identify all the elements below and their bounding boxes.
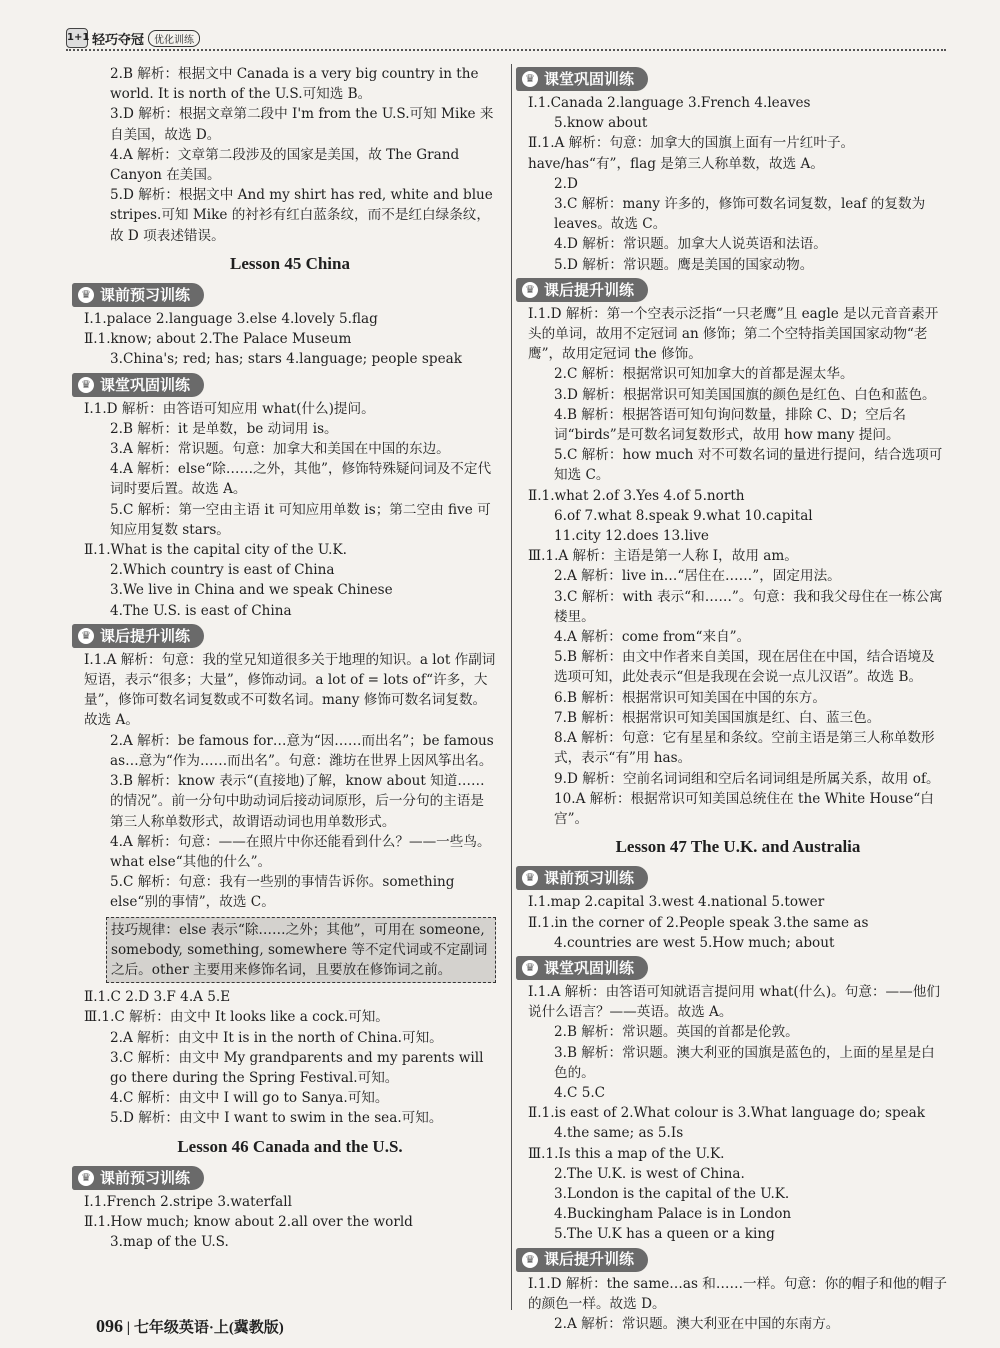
answer-line: Ⅲ.1.A 解析：主语是第一人称 I，故用 am。 xyxy=(528,548,798,565)
section-pre-study: ♛ 课前预习训练 xyxy=(72,283,204,307)
answer-line: 4.Buckingham Palace is in London xyxy=(554,1206,792,1223)
crown-icon: ♛ xyxy=(522,870,538,886)
section-pre-study: ♛ 课前预习训练 xyxy=(72,1166,204,1190)
answer-line: 4.B 解析：根据答语可知句询问数量，排除 C、D；空后名词“birds”是可数名词复数形式，故用 how many 提问。 xyxy=(554,406,906,444)
crown-icon: ♛ xyxy=(522,960,538,976)
answer-line: Ⅰ.1.map 2.capital 3.west 4.national 5.tower xyxy=(528,894,825,911)
crown-icon: ♛ xyxy=(78,628,94,644)
answer-line: Ⅰ.1.A 解析：由答语可知就语言提问用 what(什么)。句意：——他们说什么语言？——英语。故选 A。 xyxy=(528,983,940,1021)
answer-line: 4.D 解析：常识题。加拿大人说英语和法语。 xyxy=(554,236,827,253)
answer-line: Ⅰ.1.D 解析：由答语可知应用 what(什么)提问。 xyxy=(84,400,375,417)
brand-logo xyxy=(66,28,200,48)
answer-line: 3.We live in China and we speak Chinese xyxy=(110,582,393,599)
answer-line: 8.A 解析：句意：它有星星和条纹。空前主语是第三人称单数形式，表示“有”用 has。 xyxy=(554,730,935,767)
answer-line: 5.know about xyxy=(554,115,648,132)
answer-line: Ⅰ.1.D 解析：the same…as 和……一样。句意：你的帽子和他的帽子的颜色一样。故选 D。 xyxy=(528,1275,947,1312)
page-header xyxy=(66,28,946,50)
answer-line: 7.B 解析：根据常识可知美国国旗是红、白、蓝三色。 xyxy=(554,709,881,726)
answer-line: 3.C 解析：with 表示“和……”。句意：我和我父母住在一栋公寓楼里。 xyxy=(554,588,943,625)
answer-line: Ⅱ.1.is east of 2.What colour is 3.What language do; speak xyxy=(528,1105,926,1122)
answer-line: 2.A 解析：由文中 It is in the north of China.可知。 xyxy=(110,1029,443,1046)
answer-line: 3.D 解析：根据文章第二段中 I'm from the U.S.可知 Mike 来自美国，故选 D。 xyxy=(110,106,494,143)
footer-divider: | xyxy=(126,1320,131,1336)
answer-line: Ⅰ.1.palace 2.language 3.else 4.lovely 5.flag xyxy=(84,311,378,328)
logo-text: 轻巧夺冠 xyxy=(92,32,145,48)
crown-icon: ♛ xyxy=(78,287,94,303)
logo-badge: 优化训练 xyxy=(148,30,200,47)
answer-line: 2.A 解析：常识题。澳大利亚在中国的东南方。 xyxy=(554,1315,840,1332)
answer-line: 2.A 解析：live in…“居住在……”，固定用法。 xyxy=(554,568,841,585)
section-class: ♛ 课堂巩固训练 xyxy=(516,956,648,980)
answer-line: 3.C 解析：many 许多的，修饰可数名词复数，leaf 的复数为 leaves。故选 C。 xyxy=(554,196,926,233)
answer-line: 4.C 5.C xyxy=(554,1084,606,1101)
answer-block-l45-after2 xyxy=(84,987,496,1128)
answer-line: 4.The U.S. is east of China xyxy=(110,602,292,619)
right-column xyxy=(525,64,948,1334)
section-after: ♛ 课后提升训练 xyxy=(516,1248,648,1272)
section-after: ♛ 课后提升训练 xyxy=(72,624,204,648)
crown-icon: ♛ xyxy=(522,282,538,298)
answer-line: 3.C 解析：由文中 My grandparents and my parents will go there during the Spring Festival.可知。 xyxy=(110,1049,484,1086)
answer-line: 4.A 解析：文章第二段涉及的国家是美国，故 The Grand Canyon 在美国。 xyxy=(110,146,460,184)
answer-line: 2.The U.K. is west of China. xyxy=(554,1165,745,1182)
answer-line: 3.London is the capital of the U.K. xyxy=(554,1185,790,1202)
answer-line: Ⅰ.1.A 解析：句意：我的堂兄知道很多关于地理的知识。a lot 作副词短语，表示“很多；大量”，修饰动词。a lot of = lots of“许多，大量”，修饰可数名词复数或不可数名词。many 修饰可数名词复数。故选 A。 xyxy=(84,651,496,729)
answer-block-l45-pre xyxy=(84,309,496,370)
book-title: 七年级英语·上(冀教版) xyxy=(133,1320,284,1336)
answer-line: 6.B 解析：根据常识可知美国在中国的东方。 xyxy=(554,689,826,706)
tip-box: 技巧规律：else 表示“除……之外；其他”，可用在 someone, somebody, something, somewhere 等不定代词或不定副词之后。other 主要用来修饰名词，且要放在修饰词之前。 xyxy=(106,917,496,984)
crown-icon: ♛ xyxy=(522,71,538,87)
answer-block-l46-pre xyxy=(84,1192,496,1253)
answer-line: 3.map of the U.S. xyxy=(110,1234,229,1251)
answer-line: 5.D 解析：常识题。鹰是美国的国家动物。 xyxy=(554,256,814,273)
answer-line: Ⅲ.1.C 解析：由文中 It looks like a cock.可知。 xyxy=(84,1009,389,1026)
answer-line: 5.The U.K has a queen or a king xyxy=(554,1226,775,1243)
answer-line: 3.China's; red; has; stars 4.language; people speak xyxy=(110,351,462,368)
answer-line: Ⅲ.1.Is this a map of the U.K. xyxy=(528,1145,725,1162)
crown-icon: ♛ xyxy=(78,377,94,393)
answer-block-l47-class xyxy=(528,982,948,1245)
logo-mark: 1+1 xyxy=(66,28,88,48)
answer-line: 3.B 解析：常识题。澳大利亚的国旗是蓝色的，上面的星星是白色的。 xyxy=(554,1044,935,1081)
answer-block-l47-pre xyxy=(528,892,948,953)
answer-block-l45-after xyxy=(84,650,496,913)
answer-line: Ⅰ.1.Canada 2.language 3.French 4.leaves xyxy=(528,95,811,111)
answer-line: 3.A 解析：常识题。句意：加拿大和美国在中国的东边。 xyxy=(110,441,450,458)
answer-line: 5.B 解析：由文中作者来自美国，现在居住在中国，结合语境及选项可知，此处表示“但是我现在会说一点儿汉语”。故选 B。 xyxy=(554,649,935,686)
answer-line: 9.D 解析：空前名词词组和空后名词词组是所属关系，故用 of。 xyxy=(554,770,940,787)
section-after: ♛ 课后提升训练 xyxy=(516,278,648,302)
answer-line: Ⅱ.1.C 2.D 3.F 4.A 5.E xyxy=(84,989,231,1006)
answer-line: 2.A 解析：be famous for…意为“因……而出名”；be famous as…意为“作为……而出名”。句意：潍坊在世界上因风筝出名。 xyxy=(110,732,494,769)
lesson-45-title: Lesson 45 China xyxy=(230,253,350,273)
answer-line: 2.C 解析：根据常识可知加拿大的首都是渥太华。 xyxy=(554,366,854,383)
answer-block-l46-after xyxy=(528,304,948,829)
answer-line: 4.A 解析：come from“来自”。 xyxy=(554,629,751,646)
answer-line: 4.the same; as 5.Is xyxy=(554,1125,684,1142)
answer-line: 4.A 解析：else“除……之外，其他”，修饰特殊疑问词及不定代词时要后置。故选 A。 xyxy=(110,461,492,498)
section-pre-study: ♛ 课前预习训练 xyxy=(516,866,648,890)
answer-line: 10.A 解析：根据常识可知美国总统住在 the White House“白宫”。 xyxy=(554,790,934,827)
crown-icon: ♛ xyxy=(522,1252,538,1268)
answer-line: Ⅱ.1.What is the capital city of the U.K. xyxy=(84,542,347,559)
answer-line: 5.C 解析：句意：我有一些别的事情告诉你。something else“别的事情”，故选 C。 xyxy=(110,874,455,911)
answer-line: 6.of 7.what 8.speak 9.what 10.capital xyxy=(554,507,813,524)
answer-line: 2.B 解析：it 是单数，be 动词用 is。 xyxy=(110,420,338,437)
answer-block-l47-after xyxy=(528,1274,948,1335)
answer-line: 2.B 解析：常识题。英国的首都是伦敦。 xyxy=(554,1024,799,1041)
answer-line: Ⅱ.1.what 2.of 3.Yes 4.of 5.north xyxy=(528,487,745,504)
answer-line: 5.C 解析：how much 对不可数名词的量进行提问，结合选项可知选 C。 xyxy=(554,447,943,484)
crown-icon: ♛ xyxy=(78,1170,94,1186)
answer-line: Ⅱ.1.How much; know about 2.all over the world xyxy=(84,1213,413,1230)
answer-line: Ⅱ.1.know; about 2.The Palace Museum xyxy=(84,331,352,348)
answer-line: Ⅰ.1.D 解析：第一个空表示泛指“一只老鹰”且 eagle 是以元音音素开头的单词，故用不定冠词 an 修饰；第二个空特指美国国家动物“老鹰”，故用定冠词 the 修饰。 xyxy=(528,305,939,363)
answer-line: 2.Which country is east of China xyxy=(110,562,335,579)
lesson-46-title: Lesson 46 Canada and the U.S. xyxy=(177,1136,403,1156)
header-rule xyxy=(66,49,946,51)
column-divider xyxy=(511,64,512,1310)
answer-line: Ⅰ.1.French 2.stripe 3.waterfall xyxy=(84,1193,292,1210)
answer-line: 11.city 12.does 13.live xyxy=(554,528,709,545)
answer-line: 5.D 解析：根据文中 And my shirt has red, white and blue stripes.可知 Mike 的衬衫有红白蓝条纹，而不是红白绿条纹，故 D 项表述错误。 xyxy=(110,187,493,244)
answer-line: 4.countries are west 5.How much; about xyxy=(554,934,835,951)
answer-line: 2.B 解析：根据文中 Canada is a very big country in the world. It is north of the U.S.可知选 B。 xyxy=(110,66,479,103)
section-class: ♛ 课堂巩固训练 xyxy=(516,67,648,91)
lesson-47-title: Lesson 47 The U.K. and Australia xyxy=(615,837,861,857)
section-class: ♛ 课堂巩固训练 xyxy=(72,373,204,397)
answer-line: 3.B 解析：know 表示“(直接地)了解，know about 知道……的情况”。前一分句中助动词后接动词原形，后一分句的主语是第三人称单数形式，故谓语动词也用单数形式。 xyxy=(110,773,485,830)
answer-line: 4.C 解析：由文中 I will go to Sanya.可知。 xyxy=(110,1090,389,1107)
page-footer xyxy=(96,1316,284,1337)
answer-line: Ⅱ.1.in the corner of 2.People speak 3.the same as xyxy=(528,914,869,931)
answer-line: 2.D xyxy=(554,175,578,192)
answer-line: 4.A 解析：句意：——在照片中你还能看到什么？——一些鸟。what else“其他的什么”。 xyxy=(110,833,491,870)
answer-line: Ⅱ.1.A 解析：句意：加拿大的国旗上面有一片红叶子。have/has“有”，flag 是第三人称单数，故选 A。 xyxy=(528,135,855,172)
answer-line: 3.D 解析：根据常识可知美国国旗的颜色是红色、白色和蓝色。 xyxy=(554,386,936,403)
page-number: 096 xyxy=(96,1316,123,1336)
answer-block-l45-class xyxy=(84,399,496,621)
answer-block-l46-class xyxy=(528,93,948,275)
answer-line: 5.C 解析：第一空由主语 it 可知应用单数 is；第二空由 five 可知应用复数 stars。 xyxy=(110,501,491,538)
left-column xyxy=(81,64,496,1252)
answer-block-l44 xyxy=(84,64,496,246)
answer-line: 5.D 解析：由文中 I want to swim in the sea.可知。 xyxy=(110,1110,443,1127)
